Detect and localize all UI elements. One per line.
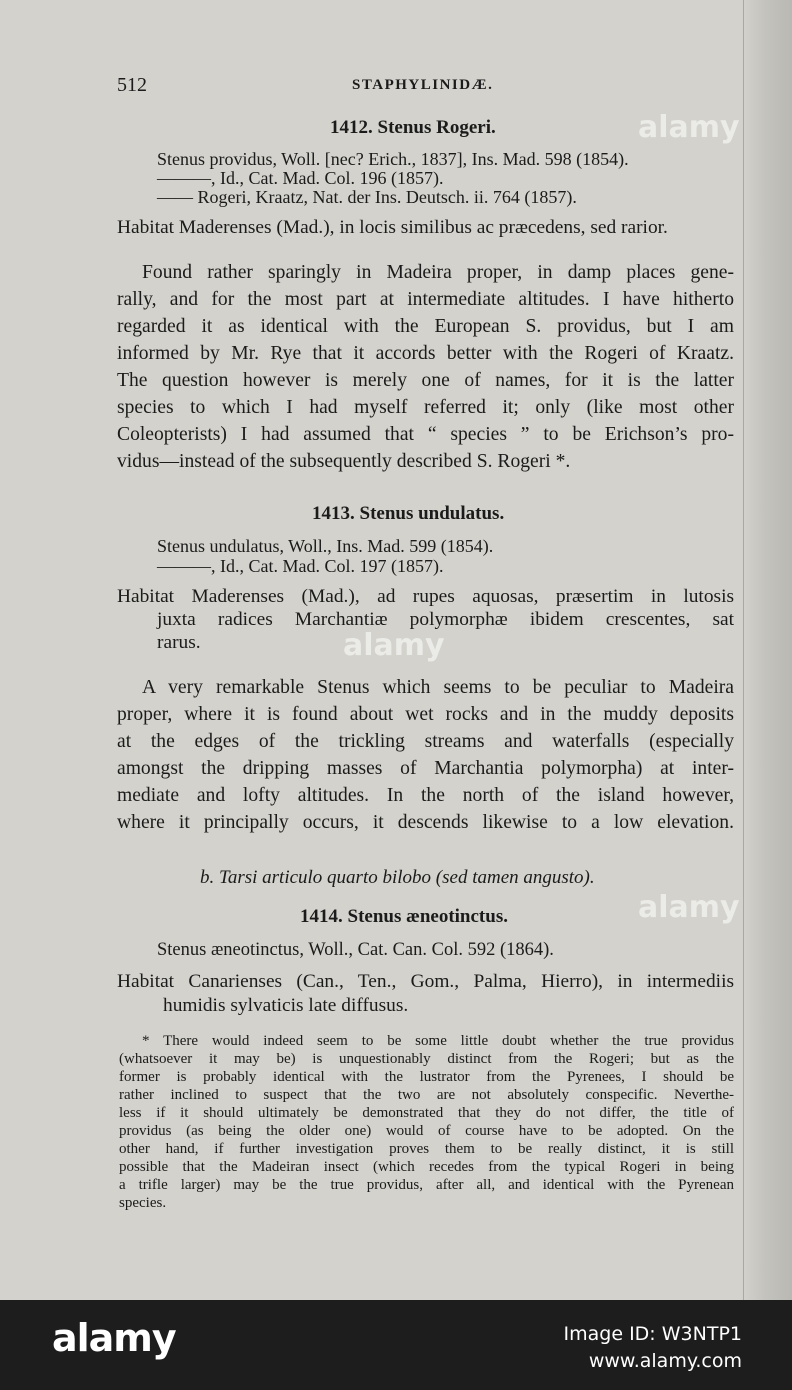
habitat-line: juxta radices Marchantiæ polymorphæ ibidem crescentes, sat <box>157 609 734 630</box>
paragraph-line: regarded it as identical with the European S. providus, but I am <box>117 316 734 337</box>
paragraph-line: A very remarkable Stenus which seems to be peculiar to Madeira <box>142 677 734 698</box>
species-heading-1412: 1412. Stenus Rogeri. <box>330 117 496 138</box>
page-edge-line <box>743 0 744 1300</box>
synonym-line: Stenus undulatus, Woll., Ins. Mad. 599 (1854). <box>157 536 494 556</box>
watermark-logo-faint: alamy <box>638 890 740 925</box>
habitat-line: Habitat Maderenses (Mad.), ad rupes aquosas, præsertim in lutosis <box>117 586 734 607</box>
paragraph-line: Found rather sparingly in Madeira proper, in damp places gene- <box>142 262 734 283</box>
paragraph-line: species to which I had myself referred it; only (like most other <box>117 397 734 418</box>
footnote-line: providus (as being the older one) would of course have to be adopted. On the <box>119 1123 734 1139</box>
synonym-line: ———, Id., Cat. Mad. Col. 197 (1857). <box>157 556 444 576</box>
species-heading-1414: 1414. Stenus æneotinctus. <box>300 906 508 927</box>
running-title: STAPHYLINIDÆ. <box>352 77 494 93</box>
paragraph-line: The question however is merely one of names, for it is the latter <box>117 370 734 391</box>
paragraph-line: rally, and for the most part at intermediate altitudes. I have hitherto <box>117 289 734 310</box>
paragraph-line: amongst the dripping masses of Marchantia polymorpha) at inter- <box>117 758 734 779</box>
species-heading-1413: 1413. Stenus undulatus. <box>312 503 505 524</box>
watermark-logo-faint: alamy <box>343 628 445 663</box>
synonym-line: ———, Id., Cat. Mad. Col. 196 (1857). <box>157 168 444 188</box>
synonym-line: —— Rogeri, Kraatz, Nat. der Ins. Deutsch. ii. 764 (1857). <box>157 187 577 207</box>
alamy-logo: alamy <box>52 1316 176 1360</box>
paragraph-line: vidus—instead of the subsequently described S. Rogeri *. <box>117 451 571 472</box>
paragraph-line: informed by Mr. Rye that it accords better with the Rogeri of Kraatz. <box>117 343 734 364</box>
synonym-line: Stenus providus, Woll. [nec? Erich., 1837], Ins. Mad. 598 (1854). <box>157 149 629 169</box>
subsection-heading: b. Tarsi articulo quarto bilobo (sed tamen angusto). <box>200 867 595 888</box>
habitat-line: Habitat Canarienses (Can., Ten., Gom., Palma, Hierro), in intermediis <box>117 971 734 992</box>
paragraph-line: mediate and lofty altitudes. In the north of the island however, <box>117 785 734 806</box>
footnote-line: less if it should ultimately be demonstrated that they do not differ, the title of <box>119 1105 734 1121</box>
footnote-line: a trifle larger) may be the true providus, after all, and identical with the Pyrenean <box>119 1177 734 1193</box>
footnote-line: former is probably identical with the lustrator from the Pyrenees, I should be <box>119 1069 734 1085</box>
footnote-line: (whatsoever it may be) is unquestionably distinct from the Rogeri; but as the <box>119 1051 734 1067</box>
synonym-line: Stenus æneotinctus, Woll., Cat. Can. Col. 592 (1864). <box>157 940 554 960</box>
footnote-line: possible that the Madeiran insect (which recedes from the typical Rogeri in being <box>119 1159 734 1175</box>
watermark-logo-faint: alamy <box>638 110 740 145</box>
paragraph-line: where it principally occurs, it descends likewise to a low elevation. <box>117 812 734 833</box>
image-id-label: Image ID: W3NTP1 <box>563 1323 742 1345</box>
habitat-line: rarus. <box>157 632 201 653</box>
footnote-line: species. <box>119 1195 167 1211</box>
habitat-line: humidis sylvaticis late diffusus. <box>163 995 409 1016</box>
footnote-line: other hand, if further investigation proves them to be really distinct, it is still <box>119 1141 734 1157</box>
paragraph-line: at the edges of the trickling streams and waterfalls (especially <box>117 731 734 752</box>
page-spine-shadow <box>742 0 792 1300</box>
paragraph-line: Coleopterists) I had assumed that “ species ” to be Erichson’s pro- <box>117 424 734 445</box>
footnote-line: rather inclined to suspect that the two are not absolutely conspecific. Neverthe- <box>119 1087 734 1103</box>
watermark-url: www.alamy.com <box>588 1350 742 1372</box>
habitat-line: Habitat Maderenses (Mad.), in locis similibus ac præcedens, sed rarior. <box>117 217 668 238</box>
page-number: 512 <box>117 74 147 96</box>
footnote-line: * There would indeed seem to be some little doubt whether the true providus <box>142 1033 734 1049</box>
paragraph-line: proper, where it is found about wet rocks and in the muddy deposits <box>117 704 734 725</box>
